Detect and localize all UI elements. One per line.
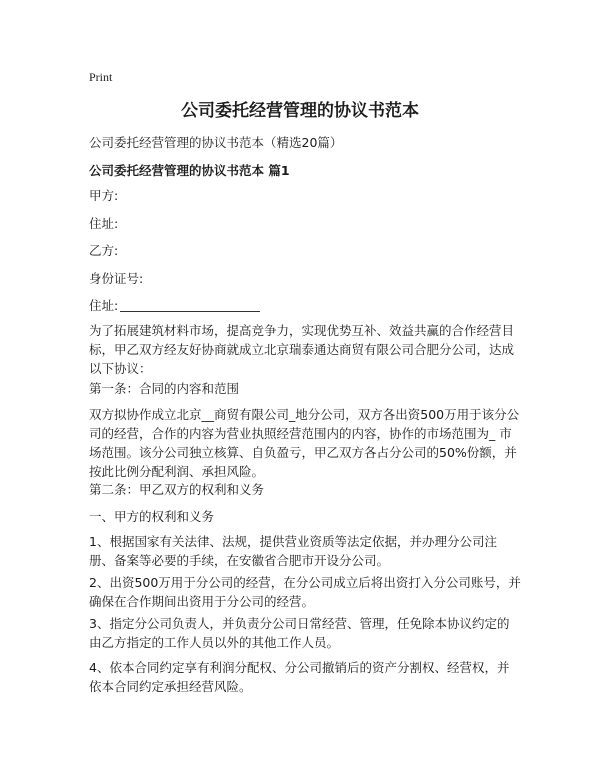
address-2-label: 住址:	[89, 298, 119, 313]
item-4: 4、依本合同约定享有利润分配权、分公司撤销后的资产分割权、经营权，并依本合同约定承担经营风险。	[89, 660, 510, 694]
article-2-title: 第二条：甲乙双方的权利和义务	[89, 482, 265, 497]
address-2-field	[89, 296, 521, 315]
id-number-label: 身份证号:	[89, 271, 144, 286]
address-blank-line	[120, 297, 260, 312]
item-2: 2、出资500万用于分公司的经营，在分公司成立后将出资打入分公司账号，并确保在合作期间出资用于分公司的经营。	[89, 575, 521, 609]
party-a-field	[89, 186, 521, 205]
document-subtitle: 公司委托经营管理的协议书范本（精选20篇）	[89, 135, 343, 150]
item-1: 1、根据国家有关法律、法规，提供营业资质等法定依据，并办理分公司注册、备案等必要的手续，在安徽省合肥市开设分公司。	[89, 534, 497, 568]
article-1-body: 双方拟协作成立北京__商贸有限公司_地分公司，双方各出资500万用于该分公司的经营，合作的内容为营业执照经营范围内的内容，协作的市场范围为_ 市场范围。该分公司独立核算、自负盈亏，甲乙双方各占分公司的50%份额，并按此比例分配利润、承担风险。	[89, 407, 520, 479]
address-1-label: 住址:	[89, 216, 119, 231]
id-number-field	[89, 269, 521, 288]
item-3: 3、指定分公司负责人，并负责分公司日常经营、管理，任免除本协议约定的由乙方指定的工作人员以外的其他工作人员。	[89, 616, 510, 650]
page-title: 公司委托经营管理的协议书范本	[181, 101, 419, 121]
party-b-label: 乙方:	[89, 243, 119, 258]
party-b-field	[89, 241, 521, 260]
address-1-field	[89, 214, 521, 233]
party-a-label: 甲方:	[89, 188, 119, 203]
article-1-title: 第一条：合同的内容和范围	[89, 381, 240, 396]
sub-section-1-title: 一、甲方的权利和义务	[89, 509, 215, 524]
print-link[interactable]: Print	[89, 70, 113, 84]
intro-paragraph: 为了拓展建筑材料市场，提高竞争力，实现优势互补、效益共赢的合作经营目标，甲乙双方经友好协商就成立北京瑞泰通达商贸有限公司合肥分公司，达成以下协议：	[89, 323, 515, 376]
section-heading: 公司委托经营管理的协议书范本 篇1	[89, 163, 290, 178]
